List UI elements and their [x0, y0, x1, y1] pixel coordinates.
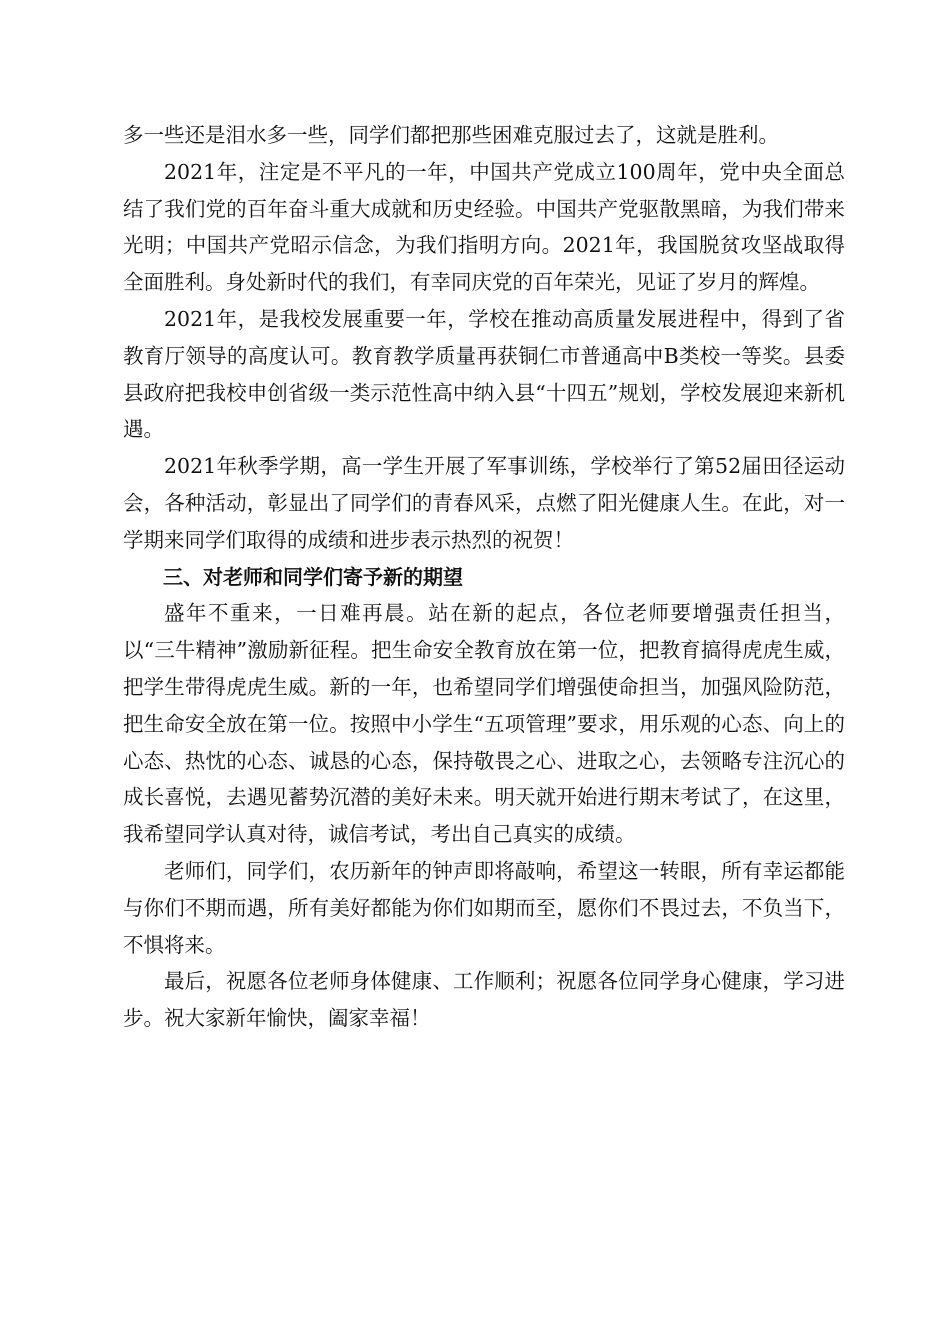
paragraph-closing: 最后，祝愿各位老师身体健康、工作顺利；祝愿各位同学身心健康，学习进步。祝大家新年愉快，阖家幸福！ [123, 969, 845, 1031]
document-body [123, 117, 845, 1037]
paragraph-new-year-wishes: 老师们，同学们，农历新年的钟声即将敲响，希望这一转眼，所有幸运都能与你们不期而遇，所有美好都能为你们如期而至，愿你们不畏过去，不负当下，不惧将来。 [123, 858, 845, 957]
paragraph-centenary: 2021年，注定是不平凡的一年，中国共产党成立100周年，党中央全面总结了我们党的百年奋斗重大成就和历史经验。中国共产党驱散黑暗，为我们带来光明；中国共产党昭示信念，为我们指明方向。2021年，我国脱贫攻坚战取得全面胜利。身处新时代的我们，有幸同庆党的百年荣光，见证了岁月的辉煌。 [123, 159, 845, 295]
continued-paragraph: 多一些还是泪水多一些，同学们都把那些困难克服过去了，这就是胜利。 [123, 123, 779, 147]
section-heading: 三、对老师和同学们寄予新的期望 [163, 564, 463, 589]
paragraph-expectations: 盛年不重来，一日难再晨。站在新的起点，各位老师要增强责任担当，以“三牛精神”激励新征程。把生命安全教育放在第一位，把教育搞得虎虎生威，把学生带得虎虎生威。新的一年，也希望同学们增强使命担当，加强风险防范，把生命安全放在第一位。按照中小学生“五项管理”要求，用乐观的心态、向上的心态、热忱的心态、诚恳的心态，保持敬畏之心、进取之心，去领略专注沉心的成长喜悦，去遇见蓄势沉潜的美好未来。明天就开始进行期末考试了，在这里，我希望同学认真对待，诚信考试，考出自己真实的成绩。 [123, 601, 845, 847]
paragraph-autumn-semester: 2021年秋季学期，高一学生开展了军事训练，学校举行了第52届田径运动会，各种活动，彰显出了同学们的青春风采，点燃了阳光健康人生。在此，对一学期来同学们取得的成绩和进步表示热烈的祝贺！ [123, 454, 845, 552]
paragraph-school-development: 2021年，是我校发展重要一年，学校在推动高质量发展进程中，得到了省教育厅领导的高度认可。教育教学质量再获铜仁市普通高中B类校一等奖。县委县政府把我校申创省级一类示范性高中纳入县“十四五”规划，学校发展迎来新机遇。 [123, 306, 845, 442]
